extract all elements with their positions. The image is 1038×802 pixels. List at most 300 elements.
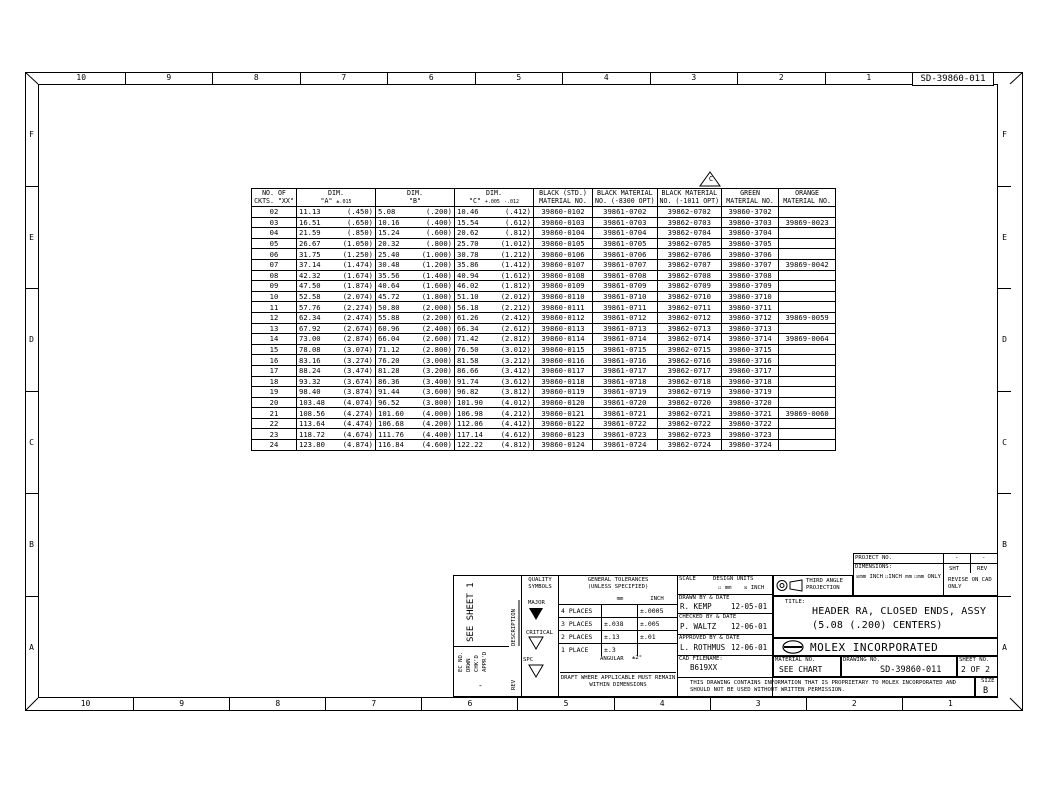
zone-label: D bbox=[25, 289, 38, 392]
table-cell-opt1: 39861-0704 bbox=[593, 228, 658, 239]
table-cell-green: 39860-3723 bbox=[722, 429, 779, 440]
table-cell-a-mm: 47.50 bbox=[297, 281, 334, 292]
header-text: "A" bbox=[320, 197, 333, 205]
table-cell-a-in: (4.674) bbox=[333, 429, 375, 440]
table-cell-c-mm: 91.74 bbox=[455, 376, 492, 387]
header-text bbox=[299, 197, 373, 206]
scale-label: SCALE bbox=[679, 576, 696, 582]
table-cell-b-mm: 45.72 bbox=[376, 291, 413, 302]
table-cell-n: 13 bbox=[252, 323, 297, 334]
table-cell-a-mm: 11.13 bbox=[297, 207, 334, 218]
header-text: "B" bbox=[409, 197, 421, 205]
table-cell-c-in: (2.812) bbox=[491, 334, 533, 345]
table-cell-n: 08 bbox=[252, 270, 297, 281]
table-cell-a-mm: 113.64 bbox=[297, 418, 334, 429]
table-cell-opt2: 39862-0713 bbox=[657, 323, 722, 334]
zone-label: B bbox=[25, 494, 38, 597]
table-cell-c-in: (.812) bbox=[491, 228, 533, 239]
zone-label: B bbox=[998, 494, 1011, 597]
table-cell-c-mm: 106.98 bbox=[455, 408, 492, 419]
zone-label: 4 bbox=[615, 698, 711, 710]
design-unit-mm-option[interactable]: ☐ mm bbox=[718, 585, 732, 591]
table-cell-b-in: (2.200) bbox=[412, 312, 454, 323]
table-row bbox=[252, 217, 836, 228]
title-field bbox=[773, 596, 998, 638]
header-text: "C" bbox=[468, 197, 481, 205]
table-cell-c-in: (1.212) bbox=[491, 249, 533, 260]
table-cell-orange: 39869-0060 bbox=[779, 408, 836, 419]
table-cell-a-mm: 118.72 bbox=[297, 429, 334, 440]
table-cell-black: 39860-0118 bbox=[534, 376, 593, 387]
header-text: BLACK MATERIAL bbox=[661, 189, 718, 197]
table-cell-black: 39860-0119 bbox=[534, 387, 593, 398]
table-cell-b-mm: 50.80 bbox=[376, 302, 413, 313]
proprietary-notice: THIS DRAWING CONTAINS INFORMATION THAT IS PROPRIETARY TO MOLEX INCORPORATED AND SHOULD NOT BE USED WITHOUT WRITTEN PERMISSION. bbox=[690, 680, 957, 693]
table-cell-opt1: 39861-0712 bbox=[593, 312, 658, 323]
table-cell-c-mm: 46.02 bbox=[455, 281, 492, 292]
zone-label: 7 bbox=[301, 72, 389, 84]
table-cell-opt2: 39862-0711 bbox=[657, 302, 722, 313]
table-cell-a-in: (1.674) bbox=[333, 270, 375, 281]
table-cell-orange bbox=[779, 249, 836, 260]
table-cell-c-in: (.412) bbox=[491, 207, 533, 218]
table-cell-a-in: (4.074) bbox=[333, 397, 375, 408]
table-cell-opt2: 39862-0716 bbox=[657, 355, 722, 366]
approved-by-label: APPROVED BY & DATE bbox=[679, 635, 740, 641]
table-cell-opt2: 39862-0721 bbox=[657, 408, 722, 419]
table-cell-opt1: 39861-0714 bbox=[593, 334, 658, 345]
header-text bbox=[457, 197, 531, 206]
table-cell-n: 09 bbox=[252, 281, 297, 292]
table-cell-opt2: 39862-0704 bbox=[657, 228, 722, 239]
table-cell-c-mm: 101.90 bbox=[455, 397, 492, 408]
table-cell-a-mm: 83.16 bbox=[297, 355, 334, 366]
table-cell-opt1: 39861-0717 bbox=[593, 365, 658, 376]
table-row bbox=[252, 270, 836, 281]
table-cell-b-mm: 35.56 bbox=[376, 270, 413, 281]
table-cell-opt1: 39861-0715 bbox=[593, 344, 658, 355]
table-cell-b-mm: 86.36 bbox=[376, 376, 413, 387]
zone-label: 8 bbox=[213, 72, 301, 84]
table-cell-green: 39860-3709 bbox=[722, 281, 779, 292]
table-cell-b-in: (.200) bbox=[412, 207, 454, 218]
table-cell-a-mm: 16.51 bbox=[297, 217, 334, 228]
table-cell-c-in: (4.612) bbox=[491, 429, 533, 440]
table-cell-a-mm: 78.08 bbox=[297, 344, 334, 355]
table-cell-a-mm: 57.76 bbox=[297, 302, 334, 313]
table-cell-a-mm: 42.32 bbox=[297, 270, 334, 281]
design-unit-inch-option[interactable]: ☒ INCH bbox=[744, 585, 765, 591]
table-cell-a-in: (1.474) bbox=[333, 259, 375, 270]
table-cell-c-mm: 122.22 bbox=[455, 440, 492, 451]
table-cell-opt2: 39862-0709 bbox=[657, 281, 722, 292]
table-cell-opt1: 39861-0713 bbox=[593, 323, 658, 334]
table-cell-orange bbox=[779, 344, 836, 355]
table-cell-orange: 39869-0042 bbox=[779, 259, 836, 270]
table-cell-orange bbox=[779, 207, 836, 218]
table-cell-b-mm: 25.40 bbox=[376, 249, 413, 260]
table-cell-a-mm: 37.14 bbox=[297, 259, 334, 270]
material-no-label: MATERIAL NO. bbox=[775, 657, 816, 663]
drawing-title-line1: HEADER RA, CLOSED ENDS, ASSY bbox=[812, 606, 987, 617]
table-cell-a-in: (.450) bbox=[333, 207, 375, 218]
table-row bbox=[252, 387, 836, 398]
project-dash-1: - bbox=[955, 555, 959, 561]
tolerance-inch: ±.0005 bbox=[640, 607, 664, 615]
table-cell-opt1: 39861-0720 bbox=[593, 397, 658, 408]
table-cell-green: 39860-3721 bbox=[722, 408, 779, 419]
header-dim-a bbox=[297, 189, 376, 207]
table-cell-opt1: 39861-0706 bbox=[593, 249, 658, 260]
table-cell-opt1: 39861-0705 bbox=[593, 238, 658, 249]
table-cell-n: 07 bbox=[252, 259, 297, 270]
table-cell-green: 39860-3718 bbox=[722, 376, 779, 387]
critical-label: CRITICAL bbox=[526, 630, 553, 636]
table-cell-b-in: (3.400) bbox=[412, 376, 454, 387]
zone-label: C bbox=[998, 392, 1011, 495]
table-cell-b-in: (3.200) bbox=[412, 365, 454, 376]
table-cell-b-mm: 116.84 bbox=[376, 440, 413, 451]
cad-filename-label: CAD FILENAME: bbox=[679, 656, 723, 662]
table-cell-black: 39860-0121 bbox=[534, 408, 593, 419]
inch-col-label: INCH bbox=[650, 596, 664, 602]
dim-inch-mm-option[interactable]: ☐INCH mm bbox=[885, 574, 912, 580]
header-green bbox=[722, 189, 779, 207]
table-cell-c-mm: 30.78 bbox=[455, 249, 492, 260]
zone-label: 1 bbox=[866, 73, 872, 82]
tolerance-row bbox=[559, 630, 677, 643]
header-black-opt2 bbox=[657, 189, 722, 207]
table-cell-black: 39860-0111 bbox=[534, 302, 593, 313]
table-cell-a-mm: 123.80 bbox=[297, 440, 334, 451]
checked-by-label: CHECKED BY & DATE bbox=[679, 614, 737, 620]
table-cell-c-in: (2.212) bbox=[491, 302, 533, 313]
table-cell-opt2: 39862-0710 bbox=[657, 291, 722, 302]
table-row bbox=[252, 440, 836, 451]
ec-no-label: EC NO. bbox=[458, 651, 464, 672]
table-cell-black: 39860-0104 bbox=[534, 228, 593, 239]
chkd-label: CHK'D bbox=[474, 655, 480, 672]
title-label: TITLE: bbox=[785, 599, 806, 605]
table-row bbox=[252, 323, 836, 334]
table-cell-b-mm: 40.64 bbox=[376, 281, 413, 292]
table-cell-c-in: (4.412) bbox=[491, 418, 533, 429]
sheet-no-label: SHEET NO. bbox=[959, 657, 990, 663]
tolerance-text: ±.015 bbox=[336, 199, 352, 205]
tolerance-label: 2 PLACES bbox=[559, 631, 602, 643]
table-cell-black: 39860-0116 bbox=[534, 355, 593, 366]
table-cell-black: 39860-0108 bbox=[534, 270, 593, 281]
table-cell-green: 39860-3702 bbox=[722, 207, 779, 218]
table-cell-opt1: 39861-0707 bbox=[593, 259, 658, 270]
approved-by-name: L. ROTHMUS bbox=[680, 643, 726, 652]
table-cell-opt2: 39862-0724 bbox=[657, 440, 722, 451]
table-cell-c-in: (2.412) bbox=[491, 312, 533, 323]
table-cell-green: 39860-3713 bbox=[722, 323, 779, 334]
header-text: BLACK (STD.) bbox=[539, 189, 587, 197]
table-cell-n: 18 bbox=[252, 376, 297, 387]
table-cell-a-mm: 93.32 bbox=[297, 376, 334, 387]
table-cell-c-mm: 56.18 bbox=[455, 302, 492, 313]
table-cell-n: 04 bbox=[252, 228, 297, 239]
table-cell-orange: 39869-0023 bbox=[779, 217, 836, 228]
table-cell-a-in: (3.474) bbox=[333, 365, 375, 376]
table-cell-c-mm: 76.50 bbox=[455, 344, 492, 355]
table-cell-c-in: (2.612) bbox=[491, 323, 533, 334]
table-cell-a-in: (3.274) bbox=[333, 355, 375, 366]
table-cell-n: 21 bbox=[252, 408, 297, 419]
tolerance-mm bbox=[602, 605, 638, 617]
table-cell-b-in: (1.800) bbox=[412, 291, 454, 302]
table-cell-orange bbox=[779, 376, 836, 387]
table-cell-b-in: (2.800) bbox=[412, 344, 454, 355]
table-cell-opt2: 39862-0702 bbox=[657, 207, 722, 218]
table-cell-a-in: (3.074) bbox=[333, 344, 375, 355]
revision-letter: C bbox=[708, 175, 714, 183]
header-text: ORANGE bbox=[795, 189, 819, 197]
table-cell-orange bbox=[779, 365, 836, 376]
table-cell-opt1: 39861-0702 bbox=[593, 207, 658, 218]
table-cell-a-mm: 26.67 bbox=[297, 238, 334, 249]
zone-label: 9 bbox=[126, 72, 214, 84]
table-cell-b-mm: 30.48 bbox=[376, 259, 413, 270]
table-cell-b-mm: 71.12 bbox=[376, 344, 413, 355]
table-cell-b-in: (.800) bbox=[412, 238, 454, 249]
table-cell-a-in: (.650) bbox=[333, 217, 375, 228]
tolerance-inch: ±.01 bbox=[640, 633, 656, 641]
table-cell-b-in: (2.000) bbox=[412, 302, 454, 313]
tolerance-mm: ±.13 bbox=[602, 631, 638, 643]
table-cell-a-mm: 88.24 bbox=[297, 365, 334, 376]
table-row bbox=[252, 376, 836, 387]
table-cell-black: 39860-0123 bbox=[534, 429, 593, 440]
table-cell-opt2: 39862-0708 bbox=[657, 270, 722, 281]
table-cell-opt1: 39861-0709 bbox=[593, 281, 658, 292]
table-cell-opt2: 39862-0719 bbox=[657, 387, 722, 398]
zone-label: E bbox=[25, 187, 38, 290]
table-cell-b-in: (2.400) bbox=[412, 323, 454, 334]
table-cell-c-in: (4.212) bbox=[491, 408, 533, 419]
zone-labels-right bbox=[998, 84, 1011, 698]
option-label: INCH mm bbox=[888, 574, 912, 580]
table-cell-black: 39860-0120 bbox=[534, 397, 593, 408]
table-cell-opt2: 39862-0705 bbox=[657, 238, 722, 249]
drawn-by-name: R. KEMP bbox=[680, 602, 712, 611]
table-cell-c-in: (2.012) bbox=[491, 291, 533, 302]
table-cell-opt1: 39861-0719 bbox=[593, 387, 658, 398]
draft-note: DRAFT WHERE APPLICABLE MUST REMAIN WITHIN DIMENSIONS bbox=[560, 672, 676, 688]
table-cell-c-in: (3.412) bbox=[491, 365, 533, 376]
header-text: NO. (-1011 OPT) bbox=[659, 197, 720, 205]
project-no-label: PROJECT NO. bbox=[855, 555, 893, 561]
header-text: MATERIAL NO. bbox=[783, 197, 831, 205]
table-cell-n: 23 bbox=[252, 429, 297, 440]
table-cell-orange bbox=[779, 418, 836, 429]
spc-triangle-icon bbox=[528, 664, 544, 678]
table-cell-b-in: (1.200) bbox=[412, 259, 454, 270]
option-label: mm INCH bbox=[859, 574, 883, 580]
header-dim-c bbox=[455, 189, 534, 207]
table-cell-a-mm: 62.34 bbox=[297, 312, 334, 323]
table-cell-c-mm: 81.58 bbox=[455, 355, 492, 366]
table-cell-a-in: (4.474) bbox=[333, 418, 375, 429]
table-cell-c-mm: 10.46 bbox=[455, 207, 492, 218]
table-cell-c-mm: 40.94 bbox=[455, 270, 492, 281]
table-cell-opt1: 39861-0711 bbox=[593, 302, 658, 313]
table-cell-b-in: (.400) bbox=[412, 217, 454, 228]
size-value: B bbox=[983, 686, 989, 696]
table-row bbox=[252, 281, 836, 292]
table-cell-b-in: (4.000) bbox=[412, 408, 454, 419]
table-cell-opt1: 39861-0723 bbox=[593, 429, 658, 440]
table-cell-c-in: (3.212) bbox=[491, 355, 533, 366]
table-cell-c-in: (3.812) bbox=[491, 387, 533, 398]
table-cell-green: 39860-3707 bbox=[722, 259, 779, 270]
zone-label: F bbox=[998, 84, 1011, 187]
zone-label: 9 bbox=[134, 698, 230, 710]
table-cell-c-mm: 20.62 bbox=[455, 228, 492, 239]
table-row bbox=[252, 429, 836, 440]
table-cell-green: 39860-3711 bbox=[722, 302, 779, 313]
tolerance-inch: ±.005 bbox=[640, 620, 660, 628]
table-cell-n: 24 bbox=[252, 440, 297, 451]
table-cell-b-mm: 10.16 bbox=[376, 217, 413, 228]
molex-logo-icon bbox=[782, 640, 804, 654]
table-cell-c-in: (.612) bbox=[491, 217, 533, 228]
table-cell-b-mm: 101.60 bbox=[376, 408, 413, 419]
checked-by-name: P. WALTZ bbox=[680, 622, 717, 631]
table-cell-green: 39860-3704 bbox=[722, 228, 779, 239]
parts-table bbox=[251, 188, 836, 451]
rev-label: REV bbox=[511, 679, 517, 690]
table-cell-opt1: 39861-0722 bbox=[593, 418, 658, 429]
approved-date: 12-06-01 bbox=[731, 643, 768, 652]
zone-label: E bbox=[998, 187, 1011, 290]
table-row bbox=[252, 418, 836, 429]
tolerance-label: 1 PLACE bbox=[559, 644, 602, 656]
revise-on-cad-label: REVISE ON CAD ONLY bbox=[948, 577, 992, 590]
header-dim-b bbox=[376, 189, 455, 207]
zone-label: 5 bbox=[476, 72, 564, 84]
table-cell-green: 39860-3703 bbox=[722, 217, 779, 228]
table-cell-b-in: (.600) bbox=[412, 228, 454, 239]
table-row bbox=[252, 334, 836, 345]
header-text: MATERIAL NO. bbox=[726, 197, 774, 205]
table-cell-orange bbox=[779, 238, 836, 249]
table-cell-b-mm: 91.44 bbox=[376, 387, 413, 398]
header-text: MATERIAL NO. bbox=[539, 197, 587, 205]
apprd-label: APPR'D bbox=[482, 651, 488, 672]
table-cell-a-in: (2.074) bbox=[333, 291, 375, 302]
table-cell-b-in: (1.600) bbox=[412, 281, 454, 292]
table-cell-green: 39860-3712 bbox=[722, 312, 779, 323]
quality-symbols-label: QUALITY SYMBOLS bbox=[528, 577, 552, 590]
table-cell-c-in: (4.012) bbox=[491, 397, 533, 408]
zone-label: 7 bbox=[326, 698, 422, 710]
tolerance-label: 4 PLACES bbox=[559, 605, 602, 617]
table-cell-black: 39860-0115 bbox=[534, 344, 593, 355]
table-row bbox=[252, 302, 836, 313]
table-cell-black: 39860-0110 bbox=[534, 291, 593, 302]
header-text: BLACK MATERIAL bbox=[596, 189, 653, 197]
checked-date: 12-06-01 bbox=[731, 622, 768, 631]
table-cell-n: 10 bbox=[252, 291, 297, 302]
option-label: mm ONLY bbox=[917, 574, 941, 580]
table-cell-a-mm: 73.00 bbox=[297, 334, 334, 345]
dim-mm-inch-option[interactable]: ☒mm INCH bbox=[856, 574, 883, 580]
table-cell-green: 39860-3708 bbox=[722, 270, 779, 281]
table-cell-c-mm: 51.10 bbox=[455, 291, 492, 302]
zone-label: 1 bbox=[947, 699, 953, 708]
table-cell-b-in: (1.000) bbox=[412, 249, 454, 260]
table-cell-c-mm: 71.42 bbox=[455, 334, 492, 345]
zone-labels-left bbox=[25, 84, 38, 698]
table-row bbox=[252, 408, 836, 419]
header-text: NO. (-8300 OPT) bbox=[595, 197, 655, 205]
table-cell-n: 02 bbox=[252, 207, 297, 218]
table-cell-black: 39860-0114 bbox=[534, 334, 593, 345]
table-cell-c-in: (1.412) bbox=[491, 259, 533, 270]
drawing-number-top: SD-39860-011 bbox=[912, 72, 994, 86]
zone-label: 3 bbox=[651, 72, 739, 84]
table-cell-opt2: 39862-0707 bbox=[657, 259, 722, 270]
table-cell-opt2: 39862-0722 bbox=[657, 418, 722, 429]
table-row bbox=[252, 397, 836, 408]
table-cell-a-mm: 103.48 bbox=[297, 397, 334, 408]
drawing-no-label: DRAWING NO. bbox=[843, 657, 881, 663]
dim-mm-only-option[interactable]: ☐mm ONLY bbox=[914, 574, 941, 580]
table-cell-black: 39860-0106 bbox=[534, 249, 593, 260]
general-tolerances-label: GENERAL TOLERANCES bbox=[587, 577, 649, 583]
header-circuits bbox=[252, 189, 297, 207]
cad-filename: B619XX bbox=[690, 663, 718, 672]
see-sheet-note: SEE SHEET 1 bbox=[466, 582, 476, 642]
table-cell-opt1: 39861-0721 bbox=[593, 408, 658, 419]
table-cell-n: 20 bbox=[252, 397, 297, 408]
table-cell-black: 39860-0105 bbox=[534, 238, 593, 249]
rev-col-label: REV bbox=[977, 566, 988, 572]
sheet-no-value: 2 OF 2 bbox=[961, 665, 990, 674]
table-cell-b-in: (4.600) bbox=[412, 440, 454, 451]
table-cell-n: 16 bbox=[252, 355, 297, 366]
table-cell-orange bbox=[779, 302, 836, 313]
drawing-title-line2: (5.08 (.200) CENTERS) bbox=[812, 620, 943, 631]
table-cell-orange: 39869-0064 bbox=[779, 334, 836, 345]
table-cell-b-mm: 20.32 bbox=[376, 238, 413, 249]
angular-label: ANGULAR bbox=[600, 656, 624, 662]
table-cell-a-mm: 52.58 bbox=[297, 291, 334, 302]
table-row bbox=[252, 228, 836, 239]
header-text: NO. OF bbox=[262, 189, 286, 197]
critical-triangle-icon bbox=[528, 636, 544, 650]
table-cell-green: 39860-3705 bbox=[722, 238, 779, 249]
table-cell-a-in: (2.274) bbox=[333, 302, 375, 313]
table-cell-orange bbox=[779, 281, 836, 292]
zone-label: 4 bbox=[563, 72, 651, 84]
table-cell-a-in: (2.474) bbox=[333, 312, 375, 323]
table-cell-green: 39860-3715 bbox=[722, 344, 779, 355]
spc-label: SPC bbox=[523, 657, 534, 663]
table-cell-c-in: (1.612) bbox=[491, 270, 533, 281]
table-cell-opt2: 39862-0715 bbox=[657, 344, 722, 355]
table-cell-a-in: (2.874) bbox=[333, 334, 375, 345]
table-cell-a-mm: 98.40 bbox=[297, 387, 334, 398]
table-cell-green: 39860-3722 bbox=[722, 418, 779, 429]
zone-label: 3 bbox=[711, 698, 807, 710]
table-cell-b-in: (2.600) bbox=[412, 334, 454, 345]
table-cell-b-mm: 55.88 bbox=[376, 312, 413, 323]
table-cell-orange bbox=[779, 228, 836, 239]
